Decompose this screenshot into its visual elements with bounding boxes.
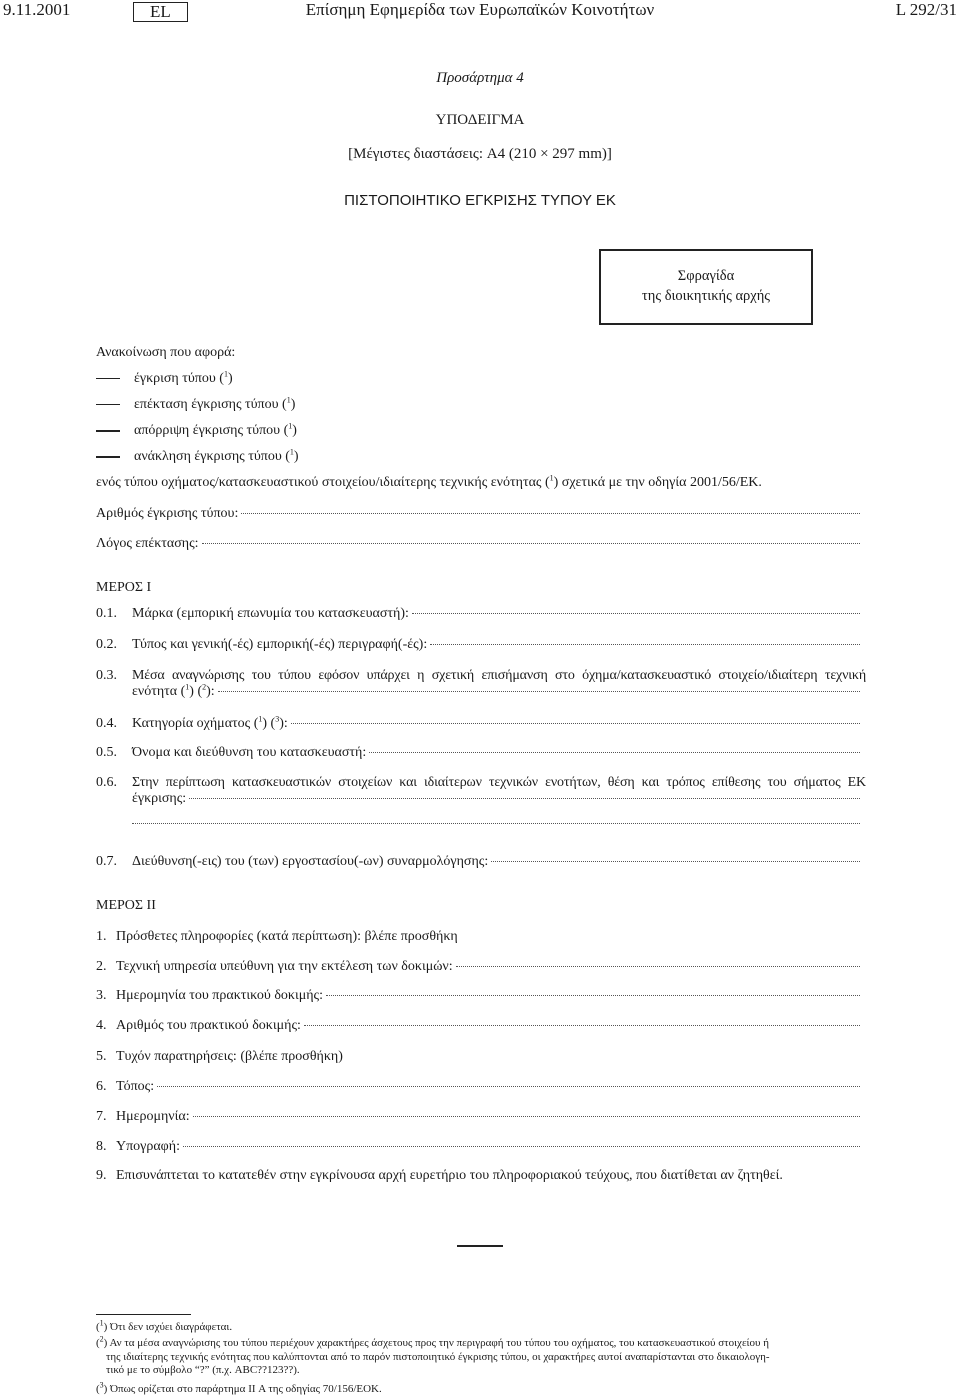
part-1-heading: ΜΕΡΟΣ Ι xyxy=(96,580,152,595)
part-2-heading: ΜΕΡΟΣ ΙΙ xyxy=(96,898,156,913)
notice-subject: ενός τύπου οχήματος/κατασκευαστικού στοιχείου/ιδιαίτερης τεχνικής ενότητας ($^1$) σχετικά με την οδηγία 2001/56/ΕΚ. xyxy=(96,473,762,490)
notice-item: ανάκληση έγκρισης τύπου ($^1$) xyxy=(96,449,299,465)
end-divider xyxy=(457,1245,503,1247)
part2-item-9: 9. Επισυνάπτεται το κατατεθέν στην εγκρίνουσα αρχή ευρετήριο του πληροφοριακού τεύχους, που διατίθεται αν ζητηθεί. xyxy=(96,1168,783,1183)
notice-item: επέκταση έγκρισης τύπου ($^1$) xyxy=(96,397,295,413)
notice-intro: Ανακοίνωση που αφορά: xyxy=(96,345,236,360)
field-0-5: 0.5. Όνομα και διεύθυνση του κατασκευαστή: xyxy=(96,745,860,761)
footnote-1: ($^1$) Ότι δεν ισχύει διαγράφεται. xyxy=(96,1318,233,1333)
part2-item-8: 8. Υπογραφή: xyxy=(96,1139,860,1155)
dimensions-note: [Μέγιστες διαστάσεις: A4 (210 × 297 mm)] xyxy=(348,146,612,162)
field-0-4: 0.4. Κατηγορία οχήματος ($^1$) ($^3$): xyxy=(96,716,860,732)
part2-item-1: 1. Πρόσθετες πληροφορίες (κατά περίπτωση): βλέπε προσθήκη xyxy=(96,929,458,944)
part2-item-6: 6. Τόπος: xyxy=(96,1079,860,1095)
language-badge: EL xyxy=(133,2,188,22)
footnote-divider xyxy=(96,1314,191,1315)
stamp-line-2: της διοικητικής αρχής xyxy=(641,288,771,304)
part2-item-2: 2. Τεχνική υπηρεσία υπεύθυνη για την εκτέλεση των δοκιμών: xyxy=(96,959,860,975)
notice-item: έγκριση τύπου ($^1$) xyxy=(96,371,233,387)
part2-item-4: 4. Αριθμός του πρακτικού δοκιμής: xyxy=(96,1018,860,1034)
certificate-title: ΠΙΣΤΟΠΟΙΗΤΙΚΟ ΕΓΚΡΙΣΗΣ ΤΥΠΟΥ ΕΚ xyxy=(344,192,616,209)
part2-item-7: 7. Ημερομηνία: xyxy=(96,1109,860,1125)
model-title: ΥΠΟΔΕΙΓΜΑ xyxy=(435,112,525,128)
extension-reason-field: Λόγος επέκτασης: xyxy=(96,536,860,552)
part2-item-5: 5. Τυχόν παρατηρήσεις: (βλέπε προσθήκη) xyxy=(96,1049,343,1064)
field-0-7: 0.7. Διεύθυνση(-εις) του (των) εργοστασίου(-ων) συναρμολόγησης: xyxy=(96,854,860,870)
journal-title: Επίσημη Εφημερίδα των Ευρωπαϊκών Κοινοτήτων xyxy=(305,0,655,19)
field-0-6-continuation xyxy=(132,826,860,827)
field-0-3: 0.3. Μέσα αναγνώρισης του τύπου εφόσον υπάρχει η σχετική επισήμανση στο όχημα/κατασκευαστικό στοιχείο/ιδιαίτερη τεχνική ενότητα ($^1$) ($^2$): xyxy=(96,668,866,699)
stamp-line-1: Σφραγίδα xyxy=(677,268,735,284)
field-0-6: 0.6. Στην περίπτωση κατασκευαστικών στοιχείων και ιδιαίτερων τεχνικών ενοτήτων, θέση και τρόπος επίθεσης του σήματος ΕΚ έγκρισης: xyxy=(96,775,866,806)
appendix-title: Προσάρτημα 4 xyxy=(436,70,524,86)
field-0-2: 0.2. Τύπος και γενική(-ές) εμπορική(-ές) περιγραφή(-ές): xyxy=(96,637,860,653)
page-reference: L 292/31 xyxy=(895,0,957,19)
notice-item: απόρριψη έγκρισης τύπου ($^1$) xyxy=(96,423,297,439)
header-date: 9.11.2001 xyxy=(3,0,71,19)
stamp-box xyxy=(599,249,813,325)
approval-number-field: Αριθμός έγκρισης τύπου: xyxy=(96,506,860,522)
part2-item-3: 3. Ημερομηνία του πρακτικού δοκιμής: xyxy=(96,988,860,1004)
field-0-1: 0.1. Μάρκα (εμπορική επωνυμία του κατασκευαστή): xyxy=(96,606,860,622)
footnote-3: ($^3$) Όπως ορίζεται στο παράρτημα II Α της οδηγίας 70/156/ΕΟΚ. xyxy=(96,1380,382,1395)
footnote-2: ($^2$) Αν τα μέσα αναγνώρισης του τύπου περιέχουν χαρακτήρες άσχετους προς την περιγραφή του τύπου του οχήματος, του κατασκευαστικού στοιχείου ή της ιδιαίτερης τεχνικής ενότητας που καλύπτονται από το παρόν πιστοποιητικό έγκρισης τύπου, οι χαρακτήρες αυτοί αναπαρίστανται στο δικαιολογη- τικό με το σύμβολο “?” (π.χ. ABC??123??). xyxy=(96,1334,770,1376)
